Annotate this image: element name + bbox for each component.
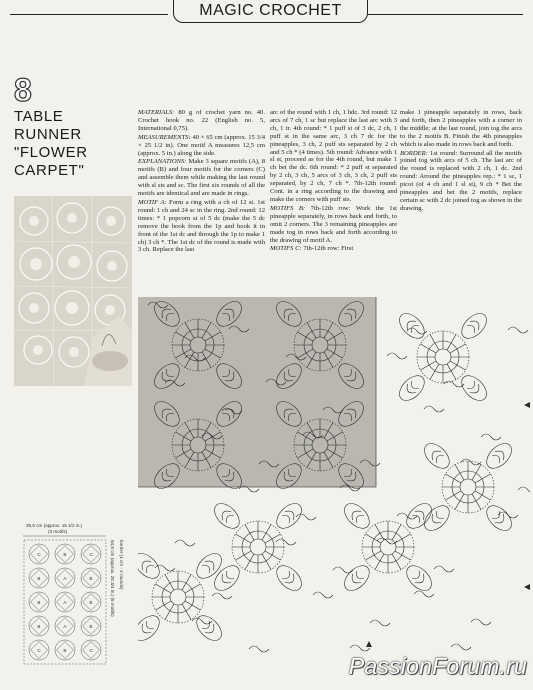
paragraph: MEASUREMENTS: 40 × 65 cm (approx. 15 3/4 × 25 1/2 in). One motif A measures 12,5 cm (approx. 5 in.) along the side. (138, 133, 265, 157)
schema-motif-letter: B (37, 575, 41, 581)
pineapple-shape (192, 549, 226, 583)
schema-border-label: border (1 cm - 2 rounds) (119, 540, 124, 590)
pineapple-shape (272, 561, 306, 595)
chain-arc (471, 619, 491, 625)
motif-spoke (472, 494, 481, 510)
motif-spoke (265, 551, 281, 560)
motif-center (380, 539, 396, 555)
chain-arc (508, 327, 528, 333)
paragraph: make 1 pineapple separately in rows, back and forth, then 2 pineapples with a corner in the middle; at the last round, join tog the arcs to the 2 motifs B. Finish the 4th pineapples which is also made in rows back and forth. (400, 109, 522, 148)
chain-arc (498, 512, 518, 518)
motif-spoke (245, 554, 254, 570)
pattern-title (14, 108, 129, 180)
pineapple-shape (272, 499, 306, 533)
pineapple-rows (491, 510, 507, 526)
pineapple-rows (139, 558, 155, 574)
paragraph: MOTIFS B: 7th-12th row: Work the 1st pineapple separately, in rows back and forth, to omit 2 corners. The 3 remaining pineapples are made tog in rows back and forth according to the drawing of motif A. (270, 204, 397, 244)
motif-spoke (262, 524, 271, 540)
pineapple-rows (139, 620, 155, 636)
motif-spoke (265, 534, 281, 543)
pineapple-shape (402, 561, 436, 595)
motif-spoke (392, 524, 401, 540)
chain-arc (387, 353, 407, 359)
crochet-chart-diagram (138, 297, 530, 656)
chain-arc (175, 540, 195, 546)
text-column-2 (270, 109, 397, 254)
schema-motif-letter: B (89, 599, 93, 605)
motif-spoke (450, 361, 466, 370)
assembly-schema-drawing (14, 522, 136, 668)
motif-spoke (235, 534, 251, 543)
pineapple-shape (482, 439, 516, 473)
text-column-3 (400, 109, 522, 214)
header-rule-right (366, 14, 523, 15)
paragraph: arc of the round with 1 ch, 1 hdc. 3rd round: 12 arcs of 7 ch, 1 sc but replace the last arc with 3 ch, 1 tr. 4th round: * 1 puff st of 3 dc, 2 ch, 1 puff st in the same arc, 3 ch 7 dc for the pineapples, 3 ch, 2 puff sts separated by 2 ch and 5 ch * (4 times). 5th round: Advance with 1 sl st, proceed as for the 4th round, but make 1 ch bet the dc. 6th round: * 2 puff st separated by 2 ch, 3 ch, 5 arcs of 3 ch, 3 ch, 2 puff sts separated, by 2 ch, 7 ch *. 7th-12th round: Cont. in a ring according to the drawing and make the corners with puff sts. (270, 109, 397, 203)
motif-center (460, 479, 476, 495)
paragraph: MOTIFS C: 7th-12th row: First (270, 245, 354, 253)
schema-motif-letter: A (63, 575, 67, 581)
pineapple-shape (457, 309, 491, 343)
pineapple-rows (411, 570, 427, 586)
schema-motif-letter: B (37, 623, 41, 629)
motif-spoke (430, 334, 439, 350)
motif-spoke (165, 604, 174, 620)
schema-motif-letter: C (37, 551, 41, 557)
pineapple-rows (219, 508, 235, 524)
motif-spoke (420, 361, 436, 370)
pineapple-rows (466, 318, 482, 334)
motif-center (435, 349, 451, 365)
pineapple-shape (192, 611, 226, 645)
paragraph: MOTIF A: Form a ring with a ch of 12 st. 1st round: 1 ch and 24 sc in the ring. 2nd round: 12 times: * 1 popcorn st of 5 dc (make the 5 dc remove the hook from the 1p and hook it in front of the 1st dc and through the 1p to make 1 ch) 3 ch *. The 1st dc of the round is made with 3 ch. Replace the last (138, 198, 265, 254)
chain-arc (461, 459, 481, 465)
motif-center (170, 589, 186, 605)
chain-arc (212, 593, 232, 599)
pineapple-shape (420, 439, 454, 473)
motif-spoke (365, 534, 381, 543)
motif-spoke (262, 554, 271, 570)
chain-arc (434, 566, 454, 572)
pineapple-rows (404, 380, 420, 396)
motif-spoke (185, 601, 201, 610)
chain-arc (451, 644, 471, 650)
title-line: CARPET" (14, 162, 85, 179)
schema-motif-letter: C (89, 551, 93, 557)
motif-spoke (450, 344, 466, 353)
schema-motif-letter: B (63, 647, 67, 653)
motif-spoke (235, 551, 251, 560)
schema-motif-letter: A (63, 599, 67, 605)
schema-motif-letter: B (37, 599, 41, 605)
pineapple-rows (466, 380, 482, 396)
pineapple-rows (281, 570, 297, 586)
motif-spoke (475, 474, 491, 483)
magazine-title: MAGIC CROCHET (199, 2, 342, 19)
motif-spoke (447, 334, 456, 350)
motif-spoke (445, 474, 461, 483)
pineapple-rows (429, 448, 445, 464)
header-rule-left (10, 14, 168, 15)
paragraph: MATERIALS: 80 g of crochet yarn no. 40. Crochet hook no. 22 (English no. 5, International 0,75). (138, 109, 265, 132)
title-line: RUNNER (14, 126, 82, 143)
chain-arc (414, 591, 434, 597)
title-line: "FLOWER (14, 144, 88, 161)
header-banner (173, 0, 368, 23)
chain-arc (370, 620, 390, 626)
arrow-marker (366, 641, 372, 647)
pineapple-shape (457, 371, 491, 405)
motif-spoke (185, 584, 201, 593)
pineapple-shape (340, 561, 374, 595)
motif-spoke (375, 524, 384, 540)
pattern-number: 8 (14, 72, 32, 108)
shaded-motif-area (138, 297, 376, 487)
motif-spoke (182, 604, 191, 620)
chain-arc (444, 381, 464, 387)
paragraph: EXPLANATIONS: Make 3 square motifs (A), 8 motifs (B) and four motifs for the corners (C) and assemble them while making the last round with sl sts and sc. The first six rounds of all the motifs are identical and are made in rings. (138, 158, 265, 198)
motif-spoke (365, 551, 381, 560)
chain-arc (481, 434, 501, 440)
schema-motif-letter: B (63, 551, 67, 557)
chain-arc (192, 618, 212, 624)
motif-spoke (182, 574, 191, 590)
pineapple-shape (210, 561, 244, 595)
motif-center (250, 539, 266, 555)
schema-height-label: 64,5 cm (approx. 25 3/4 in.) (5 motifs) (110, 540, 115, 617)
schema-motif-letter: B (89, 575, 93, 581)
motif-spoke (445, 491, 461, 500)
arrow-marker (524, 402, 530, 408)
title-line: TABLE (14, 108, 64, 125)
motif-spoke (455, 494, 464, 510)
chain-arc (249, 646, 269, 652)
pineapple-shape (395, 371, 429, 405)
chain-arc (296, 514, 316, 520)
motif-spoke (155, 601, 171, 610)
runner-photo-illustration (14, 196, 132, 386)
table-runner-photo (14, 196, 132, 386)
schema-width-label: 39,5 cm (approx. 15 1/2 in.) (26, 523, 83, 528)
arrow-marker (524, 584, 530, 590)
pineapple-rows (281, 508, 297, 524)
pineapple-rows (219, 570, 235, 586)
schema-motif-letter: C (37, 647, 41, 653)
motif-spoke (395, 551, 411, 560)
motif-spoke (472, 464, 481, 480)
assembly-schema (14, 522, 136, 668)
motif-spoke (165, 574, 174, 590)
motif-spoke (420, 344, 436, 353)
site-watermark: PassionForum.ru (348, 653, 527, 679)
motif-spoke (155, 584, 171, 593)
chain-arc (313, 592, 333, 598)
motif-spoke (395, 534, 411, 543)
chain-arc (397, 513, 417, 519)
schema-motif-letter: B (89, 623, 93, 629)
pineapple-rows (349, 570, 365, 586)
chain-arc (276, 539, 296, 545)
pineapple-shape (420, 501, 454, 535)
schema-motif-letter: A (63, 623, 67, 629)
paragraph: BORDER: 1st round: Surround all the motifs joined tog with arcs of 5 ch. The last arc of the round is replaced with 2 ch, 1 dc. 2nd round: Around the pineapples rep.: * 1 sc, 1 picot (of 4 ch and 1 sl st), 9 ch * Bet the pineapples and bet the 2 motifs, replace certain sc with 2 dc joined tog as shown in the drawing. (400, 149, 522, 212)
pineapple-shape (395, 309, 429, 343)
motif-spoke (447, 364, 456, 380)
chain-arc (424, 406, 444, 412)
pineapple-rows (201, 558, 217, 574)
pineapple-shape (340, 499, 374, 533)
motif-spoke (375, 554, 384, 570)
pineapple-shape (482, 501, 516, 535)
motif-spoke (475, 491, 491, 500)
schema-width-sub: (3 motifs) (48, 529, 68, 534)
pineapple-shape (210, 499, 244, 533)
motif-spoke (392, 554, 401, 570)
motif-spoke (430, 364, 439, 380)
text-column-1 (138, 109, 265, 255)
motif-spoke (455, 464, 464, 480)
chain-arc (518, 487, 530, 493)
pineapple-rows (349, 508, 365, 524)
pineapple-rows (491, 448, 507, 464)
schema-motif-letter: C (89, 647, 93, 653)
motif-spoke (245, 524, 254, 540)
crochet-chart-drawing (138, 297, 530, 656)
